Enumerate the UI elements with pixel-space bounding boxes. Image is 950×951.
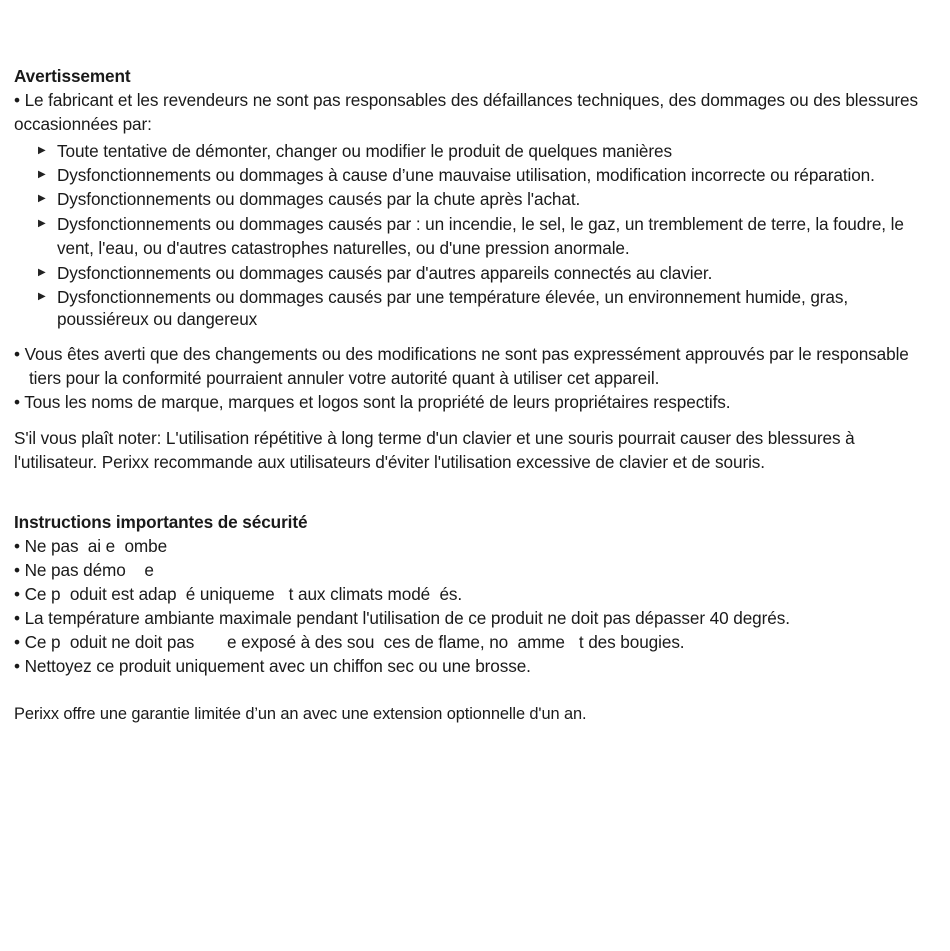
list-item: ▶ Dysfonctionnements ou dommages causés par d'autres appareils connectés au clavier.	[38, 263, 713, 283]
triangle-right-icon: ▶	[38, 169, 46, 180]
warranty-text: Perixx offre une garantie limitée d’un an avec une extension optionnelle d'un an.	[14, 705, 587, 723]
list-item: ▶ Dysfonctionnements ou dommages causés par une température élevée, un environnement humide, gras, poussiéreux ou dangereux	[38, 287, 849, 329]
triangle-right-icon: ▶	[38, 291, 46, 302]
list-item: ▶ Dysfonctionnements ou dommages causés par la chute après l'achat.	[38, 189, 581, 209]
list-item: ▶ Toute tentative de démonter, changer ou modifier le produit de quelques manières	[38, 141, 672, 161]
notice-modifications: • Vous êtes averti que des changements ou des modifications ne sont pas expressément approuvés par le responsable tiers pour la conformité pourraient annuler votre autorité quant à utiliser cet appareil.	[14, 344, 909, 388]
document-page	[14, 64, 924, 726]
safety-item: • Ce p oduit est adap é uniqueme t aux climats modé és.	[14, 584, 463, 604]
safety-item: • Ne pas démo e	[14, 560, 154, 580]
safety-item: • Ne pas ai e ombe	[14, 536, 168, 556]
triangle-right-icon: ▶	[38, 267, 46, 278]
warning-list	[14, 140, 924, 330]
warning-intro: • Le fabricant et les revendeurs ne sont pas responsables des défaillances techniques, des dommages ou des blessures occasionnées par:	[14, 90, 918, 134]
safety-item: • Nettoyez ce produit uniquement avec un chiffon sec ou une brosse.	[14, 656, 531, 676]
list-item: ▶ Dysfonctionnements ou dommages à cause d’une mauvaise utilisation, modification incorrecte ou réparation.	[38, 165, 875, 185]
safety-item: • La température ambiante maximale pendant l'utilisation de ce produit ne doit pas dépasser 40 degrés.	[14, 608, 790, 628]
safety-heading: Instructions importantes de sécurité	[14, 512, 308, 532]
triangle-right-icon: ▶	[38, 193, 46, 204]
safety-item: • Ce p oduit ne doit pas e exposé à des sou ces de flame, no amme t des bougies.	[14, 632, 685, 652]
notice-trademarks: • Tous les noms de marque, marques et logos sont la propriété de leurs propriétaires respectifs.	[14, 392, 731, 412]
warning-heading: Avertissement	[14, 66, 131, 86]
health-note: S'il vous plaît noter: L'utilisation répétitive à long terme d'un clavier et une souris pourrait causer des blessures à l'utilisateur. Perixx recommande aux utilisateurs d'éviter l'utilisation excessive de clavier et de souris.	[14, 428, 855, 472]
list-item: ▶ Dysfonctionnements ou dommages causés par : un incendie, le sel, le gaz, un tremblement de terre, la foudre, le vent, l'eau, ou d'autres catastrophes naturelles, ou d'une pression anormale.	[38, 214, 904, 258]
triangle-right-icon: ▶	[38, 145, 46, 156]
triangle-right-icon: ▶	[38, 218, 46, 229]
